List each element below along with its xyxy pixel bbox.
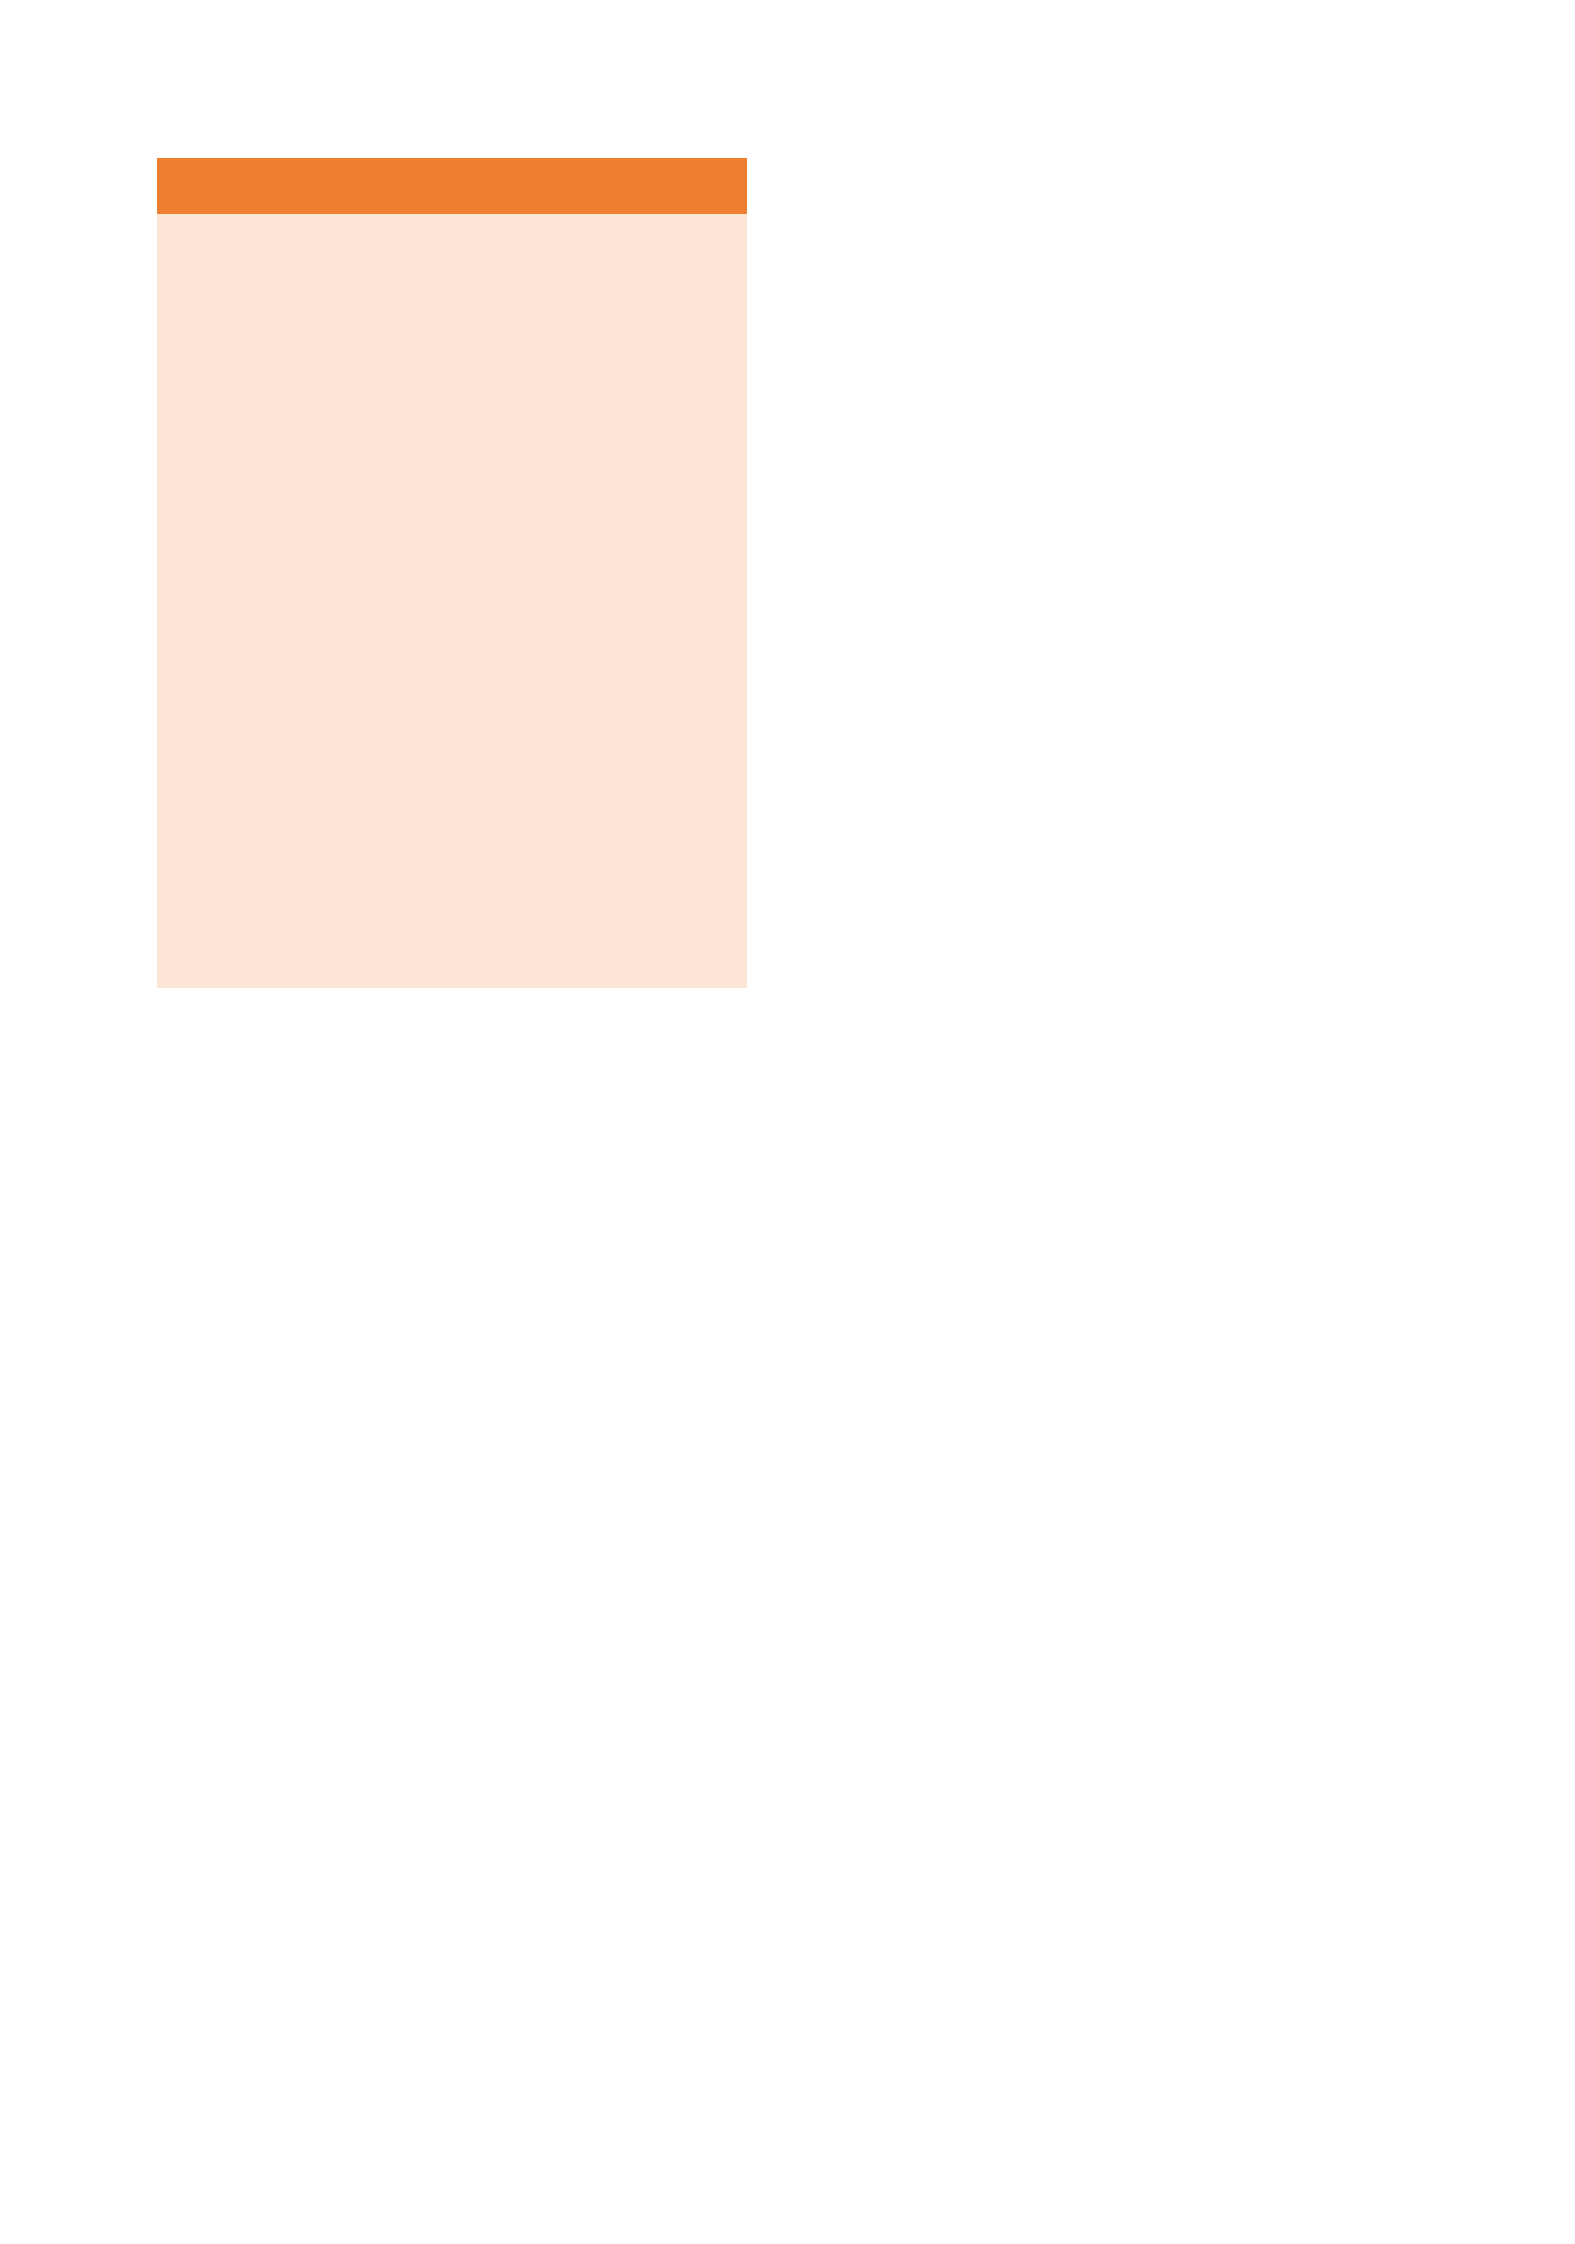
answer-box: [157, 158, 747, 988]
page-footer: [1414, 2142, 1424, 2166]
answer-box-header: [157, 158, 747, 214]
